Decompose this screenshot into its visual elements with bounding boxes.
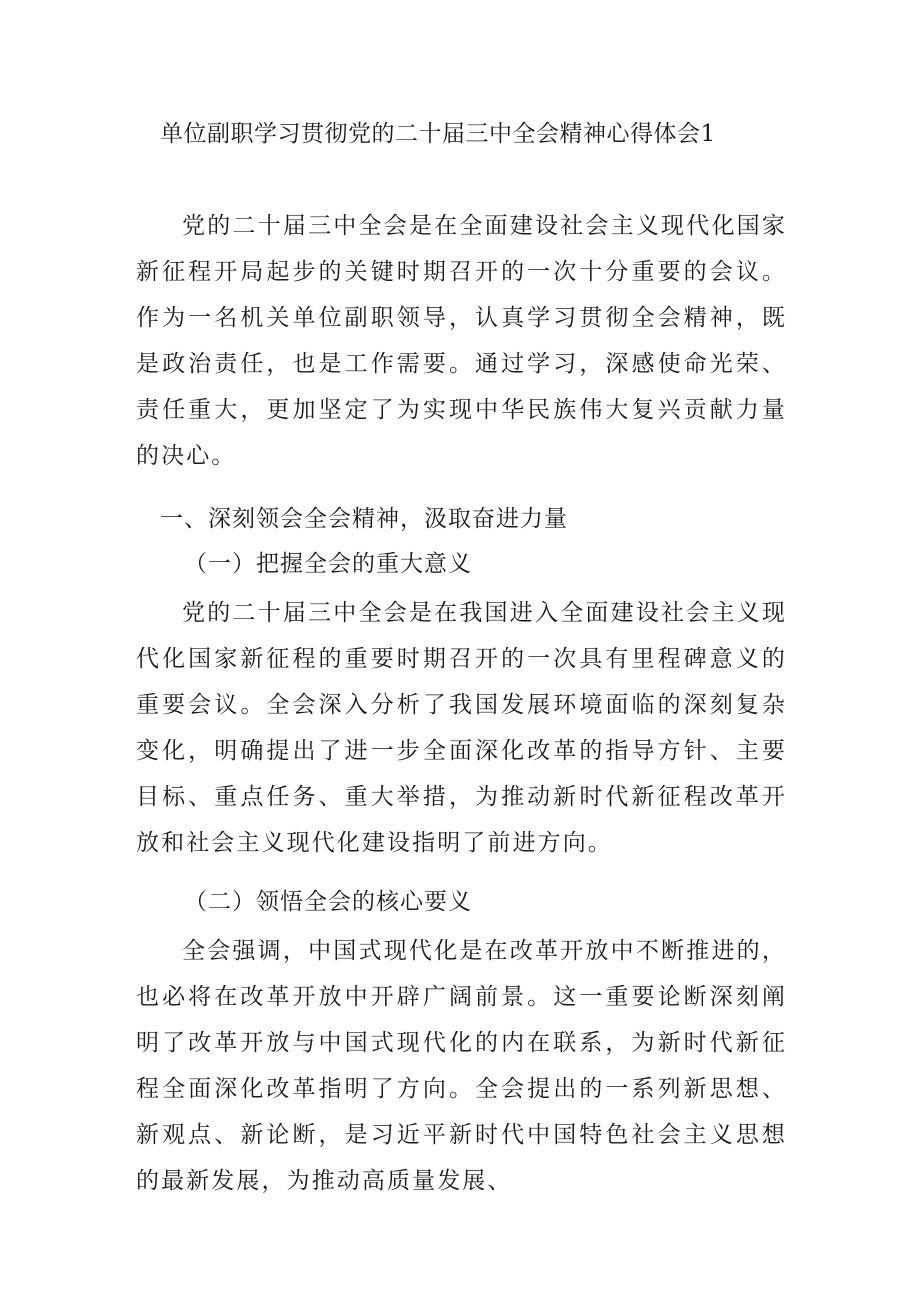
subsection-2-paragraph: 全会强调，中国式现代化是在改革开放中不断推进的，也必将在改革开放中开辟广阔前景。这一重要论断深刻阐明了改革开放与中国式现代化的内在联系，为新时代新征程全面深化改革指明了方向。全会提出的一系列新思想、新观点、新论断，是习近平新时代中国特色社会主义思想的最新发展，为推动高质量发展、 bbox=[136, 938, 787, 1194]
section-1-heading: 一、深刻领会全会精神，汲取奋进力量 bbox=[160, 506, 568, 532]
subsection-1-paragraph: 党的二十届三中全会是在我国进入全面建设社会主义现代化国家新征程的重要时期召开的一次具有里程碑意义的重要会议。全会深入分析了我国发展环境面临的深刻复杂变化，明确提出了进一步全面深化改革的指导方针、主要目标、重点任务、重大举措，为推动新时代新征程改革开放和社会主义现代化建设指明了前进方向。 bbox=[136, 600, 787, 856]
intro-paragraph: 党的二十届三中全会是在全面建设社会主义现代化国家新征程开局起步的关键时期召开的一次十分重要的会议。作为一名机关单位副职领导，认真学习贯彻全会精神，既是政治责任，也是工作需要。通过学习，深感使命光荣、责任重大，更加坚定了为实现中华民族伟大复兴贡献力量的决心。 bbox=[136, 213, 787, 469]
subsection-2-heading: （二）领悟全会的核心要义 bbox=[184, 889, 472, 915]
document-title: 单位副职学习贯彻党的二十届三中全会精神心得体会1 bbox=[160, 121, 716, 147]
subsection-1-heading: （一）把握全会的重大意义 bbox=[184, 551, 472, 577]
